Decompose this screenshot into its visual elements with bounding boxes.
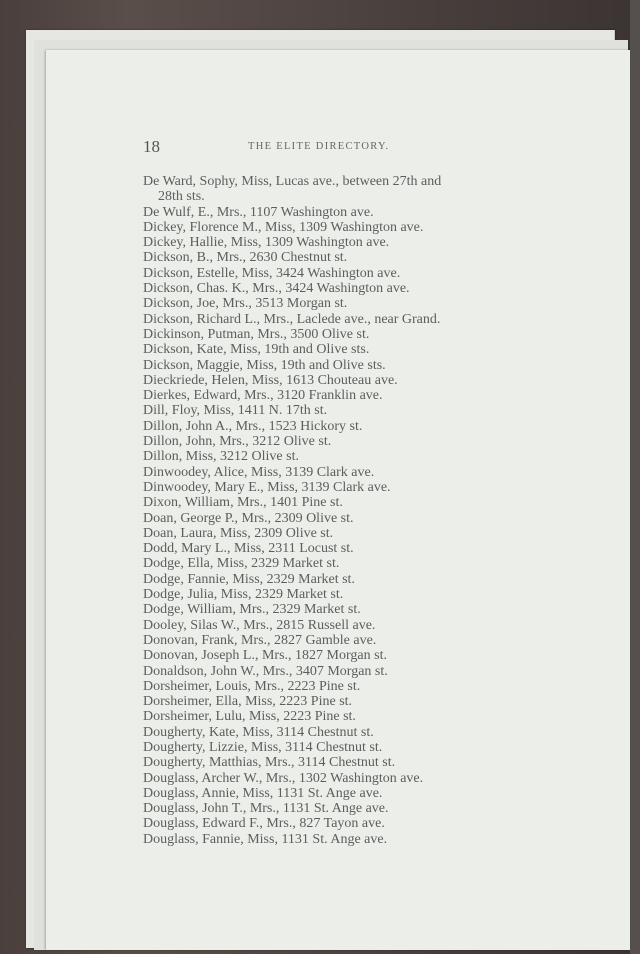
directory-entry: Dickson, Richard L., Mrs., Laclede ave., near Grand. <box>143 311 441 327</box>
directory-entry: Dickinson, Putman, Mrs., 3500 Olive st. <box>143 326 370 342</box>
directory-entry: Donovan, Joseph L., Mrs., 1827 Morgan st. <box>143 648 387 664</box>
directory-entry: Dillon, John A., Mrs., 1523 Hickory st. <box>143 418 363 434</box>
directory-entry: Dickson, Chas. K., Mrs., 3424 Washington ave. <box>143 281 410 297</box>
directory-entry: Dickson, Maggie, Miss, 19th and Olive sts. <box>143 357 386 373</box>
directory-entry: Dieckriede, Helen, Miss, 1613 Chouteau ave. <box>143 372 398 388</box>
directory-entry: Douglass, John T., Mrs., 1131 St. Ange ave. <box>143 801 389 817</box>
directory-entry: Dorsheimer, Lulu, Miss, 2223 Pine st. <box>143 709 356 725</box>
directory-entries <box>143 174 563 847</box>
directory-entry: Dickson, Joe, Mrs., 3513 Morgan st. <box>143 296 348 312</box>
book-edge <box>630 0 640 954</box>
directory-entry: Dougherty, Kate, Miss, 3114 Chestnut st. <box>143 724 374 740</box>
directory-entry: Douglass, Annie, Miss, 1131 St. Ange ave. <box>143 785 383 801</box>
directory-entry: Donovan, Frank, Mrs., 2827 Gamble ave. <box>143 632 377 648</box>
directory-entry: Dixon, William, Mrs., 1401 Pine st. <box>143 495 343 511</box>
directory-entry: 28th sts. <box>158 189 205 205</box>
directory-entry: Dodge, Julia, Miss, 2329 Market st. <box>143 587 344 603</box>
directory-entry: Dodge, Fannie, Miss, 2329 Market st. <box>143 571 355 587</box>
directory-entry: Dierkes, Edward, Mrs., 3120 Franklin ave. <box>143 388 383 404</box>
directory-entry: Douglass, Archer W., Mrs., 1302 Washington ave. <box>143 770 424 786</box>
directory-entry: Dodge, Ella, Miss, 2329 Market st. <box>143 556 340 572</box>
directory-entry: Dickson, Kate, Miss, 19th and Olive sts. <box>143 342 370 358</box>
directory-entry: Dickey, Hallie, Miss, 1309 Washington ave. <box>143 235 390 251</box>
directory-entry: Dooley, Silas W., Mrs., 2815 Russell ave. <box>143 617 376 633</box>
directory-entry: Douglass, Edward F., Mrs., 827 Tayon ave. <box>143 816 385 832</box>
directory-entry: Dorsheimer, Louis, Mrs., 2223 Pine st. <box>143 678 361 694</box>
directory-entry: Dill, Floy, Miss, 1411 N. 17th st. <box>143 403 328 419</box>
directory-entry: Donaldson, John W., Mrs., 3407 Morgan st. <box>143 663 388 679</box>
directory-entry: Dougherty, Lizzie, Miss, 3114 Chestnut st. <box>143 739 383 755</box>
page-number: 18 <box>143 137 160 156</box>
running-head: THE ELITE DIRECTORY. <box>248 141 390 152</box>
directory-entry: Dillon, John, Mrs., 3212 Olive st. <box>143 434 332 450</box>
directory-entry: De Ward, Sophy, Miss, Lucas ave., between 27th and <box>143 174 442 189</box>
directory-entry: Dodd, Mary L., Miss, 2311 Locust st. <box>143 541 354 557</box>
directory-entry: Dorsheimer, Ella, Miss, 2223 Pine st. <box>143 694 353 710</box>
directory-entry: Dickson, Estelle, Miss, 3424 Washington ave. <box>143 265 401 281</box>
directory-entry: Doan, Laura, Miss, 2309 Olive st. <box>143 525 334 541</box>
directory-entry: Douglass, Fannie, Miss, 1131 St. Ange ave. <box>143 831 388 847</box>
directory-entry: Dickson, B., Mrs., 2630 Chestnut st. <box>143 250 348 266</box>
directory-entry: De Wulf, E., Mrs., 1107 Washington ave. <box>143 204 374 220</box>
directory-entry: Dodge, William, Mrs., 2329 Market st. <box>143 602 361 618</box>
directory-entry: Dickey, Florence M., Miss, 1309 Washington ave. <box>143 219 424 235</box>
directory-entry: Dinwoodey, Mary E., Miss, 3139 Clark ave. <box>143 479 391 495</box>
directory-entry: Doan, George P., Mrs., 2309 Olive st. <box>143 510 354 526</box>
directory-entry: Dougherty, Matthias, Mrs., 3114 Chestnut st. <box>143 755 396 771</box>
directory-entry: Dillon, Miss, 3212 Olive st. <box>143 449 299 465</box>
directory-entry: Dinwoodey, Alice, Miss, 3139 Clark ave. <box>143 464 375 480</box>
